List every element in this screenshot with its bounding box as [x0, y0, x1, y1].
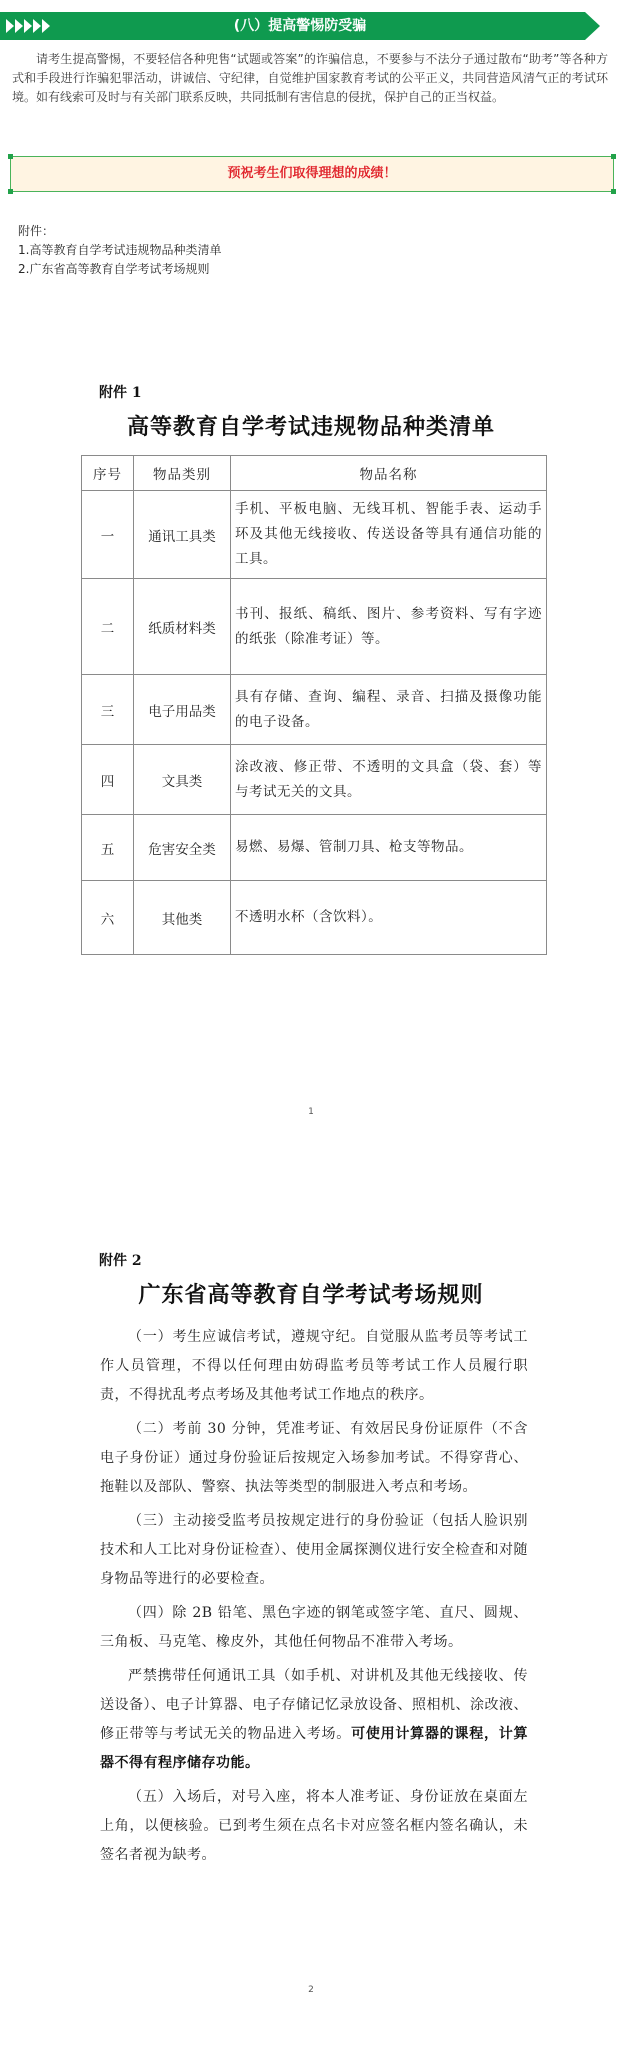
row-items: 易燃、易爆、管制刀具、枪支等物品。 [231, 815, 547, 881]
attachment1-label: 附件 1 [99, 385, 142, 401]
table-row [82, 675, 547, 745]
attachment2-label: 附件 2 [99, 1253, 142, 1269]
col-header-number: 序号 [82, 456, 134, 491]
wish-text: 预祝考生们取得理想的成绩！ [227, 166, 397, 181]
banner-title: (八）提高警惕防受骗 [233, 18, 367, 34]
rule-paragraph [100, 1662, 528, 1778]
rule-text: 严禁携带任何通讯工具（如手机、对讲机及其他无线接收、传送设备）、电子计算器、电子存储记忆录放设备、照相机、涂改液、修正带等与考试无关的物品进入考场。 [100, 1668, 528, 1742]
row-items: 具有存储、查询、编程、录音、扫描及摄像功能的电子设备。 [231, 675, 547, 745]
attachment-link-2[interactable]: 2.广东省高等教育自学考试考场规则 [18, 262, 210, 276]
row-category: 文具类 [134, 745, 231, 815]
attachment2-title: 广东省高等教育自学考试考场规则 [138, 1282, 484, 1308]
row-number: 五 [82, 815, 134, 881]
attachments-heading: 附件： [18, 224, 55, 238]
page-number: 1 [308, 1107, 314, 1117]
page-number: 2 [308, 1985, 314, 1995]
table-row [82, 815, 547, 881]
table-row [82, 881, 547, 955]
row-category: 电子用品类 [134, 675, 231, 745]
row-category: 纸质材料类 [134, 579, 231, 675]
section-banner [0, 12, 600, 40]
rule-paragraph: （三）主动接受监考员按规定进行的身份验证（包括人脸识别技术和人工比对身份证检查）、使用金属探测仪进行安全检查和对随身物品等进行的必要检查。 [100, 1513, 528, 1587]
table-row [82, 579, 547, 675]
row-items: 手机、平板电脑、无线耳机、智能手表、运动手环及其他无线接收、传送设备等具有通信功能的工具。 [231, 491, 547, 579]
prohibited-items-table [81, 455, 547, 955]
rule-paragraph: （五）入场后，对号入座，将本人准考证、身份证放在桌面左上角，以便核验。已到考生须在点名卡对应签名框内签名确认，未签名者视为缺考。 [100, 1789, 528, 1863]
col-header-items: 物品名称 [231, 456, 547, 491]
row-number: 一 [82, 491, 134, 579]
table-header-row [82, 456, 547, 491]
rule-emphasis: 可使用计算器的课程，计算器不得有程序储存功能。 [100, 1726, 529, 1771]
table-row [82, 745, 547, 815]
row-number: 二 [82, 579, 134, 675]
exam-rules [100, 1323, 528, 1875]
row-items: 不透明水杯（含饮料）。 [231, 881, 547, 955]
row-items: 涂改液、修正带、不透明的文具盒（袋、套）等与考试无关的文具。 [231, 745, 547, 815]
rule-paragraph: （二）考前 30 分钟，凭准考证、有效居民身份证原件（不含电子身份证）通过身份验证后按规定入场参加考试。不得穿背心、拖鞋以及部队、警察、执法等类型的制服进入考点和考场。 [100, 1421, 528, 1495]
intro-paragraph: 请考生提高警惕，不要轻信各种兜售“试题或答案”的诈骗信息，不要参与不法分子通过散布“助考”等各种方式和手段进行诈骗犯罪活动，讲诚信、守纪律，自觉维护国家教育考试的公平正义，共同营造风清气正的考试环境。如有线索可及时与有关部门联系反映，共同抵制有害信息的侵扰，保护自己的正当权益。 [12, 52, 608, 104]
col-header-category: 物品类别 [134, 456, 231, 491]
row-number: 六 [82, 881, 134, 955]
wish-box [10, 156, 614, 192]
attachments-list [18, 222, 221, 279]
row-items: 书刊、报纸、稿纸、图片、参考资料、写有字迹的纸张（除准考证）等。 [231, 579, 547, 675]
table-row [82, 491, 547, 579]
row-number: 三 [82, 675, 134, 745]
row-number: 四 [82, 745, 134, 815]
row-category: 通讯工具类 [134, 491, 231, 579]
attachment-link-1[interactable]: 1.高等教育自学考试违规物品种类清单 [18, 243, 222, 257]
rule-paragraph: （一）考生应诚信考试，遵规守纪。自觉服从监考员等考试工作人员管理，不得以任何理由妨碍监考员等考试工作人员履行职责，不得扰乱考点考场及其他考试工作地点的秩序。 [100, 1329, 528, 1403]
rule-paragraph: （四）除 2B 铅笔、黑色字迹的钢笔或签字笔、直尺、圆规、三角板、马克笔、橡皮外，其他任何物品不准带入考场。 [100, 1605, 528, 1650]
attachment1-title: 高等教育自学考试违规物品种类清单 [126, 414, 495, 440]
row-category: 危害安全类 [134, 815, 231, 881]
row-category: 其他类 [134, 881, 231, 955]
